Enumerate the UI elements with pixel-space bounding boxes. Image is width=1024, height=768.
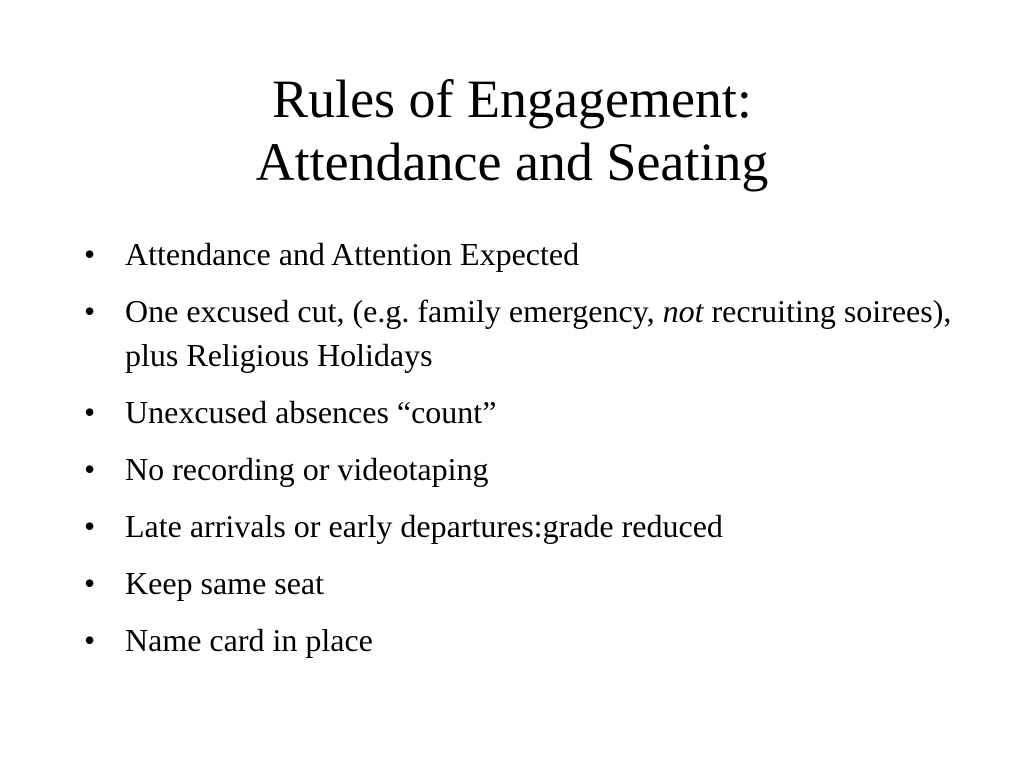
bullet-icon: • (84, 236, 96, 272)
bullet-text: Unexcused absences “count” (125, 394, 497, 430)
bullet-text-emphasis: not (662, 293, 704, 329)
bullet-icon: • (84, 394, 96, 430)
bullet-text (125, 289, 984, 377)
bullet-text-part: recruiting soirees), plus Religious Holidays (125, 293, 952, 373)
bullet-item-unexcused (0, 390, 1024, 434)
bullet-icon: • (84, 622, 96, 658)
bullet-text-part: One excused cut, (e.g. family emergency, (125, 293, 663, 329)
bullet-item-late-arrivals (0, 504, 1024, 548)
bullet-item-excused-cut (0, 289, 1024, 377)
bullet-text: No recording or videotaping (125, 451, 489, 487)
bullet-item-name-card (0, 618, 1024, 662)
slide-title-line-1: Rules of Engagement: (272, 69, 752, 129)
bullet-icon: • (84, 508, 96, 544)
bullet-text: Late arrivals or early departures:grade reduced (125, 508, 723, 544)
slide-title-line-2: Attendance and Seating (255, 132, 769, 192)
bullet-text: Name card in place (125, 622, 373, 658)
bullet-icon: • (84, 451, 96, 487)
bullet-list (0, 232, 1024, 675)
slide-title (0, 68, 1024, 194)
bullet-item-no-recording (0, 447, 1024, 491)
bullet-icon: • (84, 293, 96, 329)
bullet-icon: • (84, 565, 96, 601)
bullet-text: Attendance and Attention Expected (125, 236, 580, 272)
bullet-text: Keep same seat (125, 565, 325, 601)
bullet-item-same-seat (0, 561, 1024, 605)
bullet-item-attendance (0, 232, 1024, 276)
